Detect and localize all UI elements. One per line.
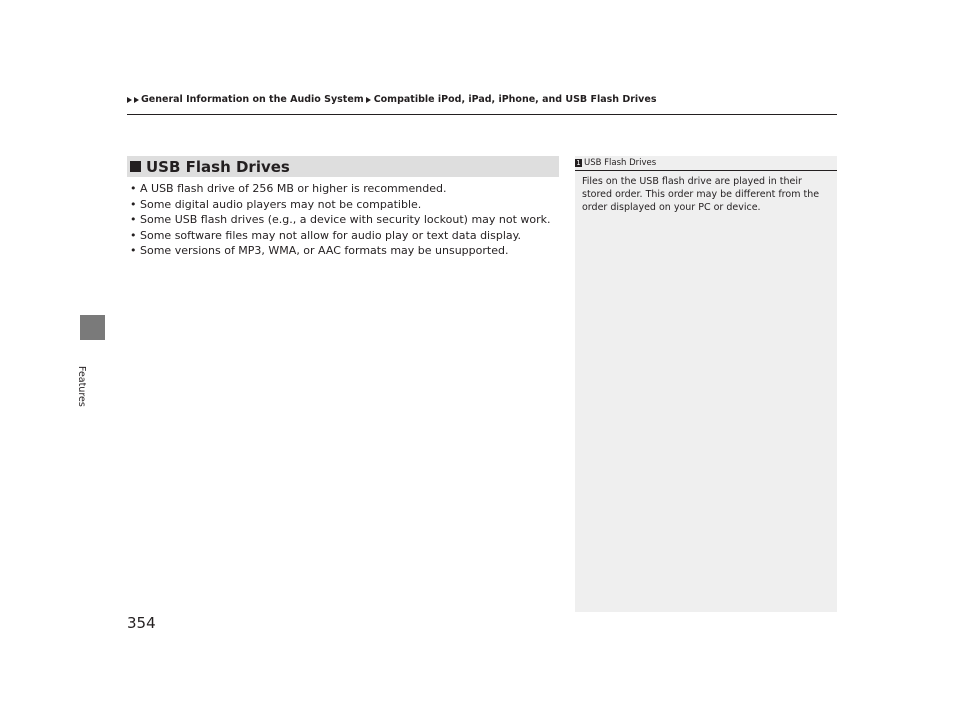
notes-panel — [575, 156, 837, 612]
list-item: • Some digital audio players may not be compatible. — [130, 197, 422, 211]
notes-header — [575, 158, 656, 168]
bullet-icon: • — [130, 228, 137, 242]
notes-title: USB Flash Drives — [584, 158, 657, 168]
list-item: • Some versions of MP3, WMA, or AAC formats may be unsupported. — [130, 244, 509, 257]
note-marker-icon: 1 — [576, 159, 581, 167]
list-item: • A USB flash drive of 256 MB or higher is recommended. — [130, 182, 447, 195]
list-item: • Some USB flash drives (e.g., a device with security lockout) may not work. — [130, 213, 551, 226]
header-divider — [127, 114, 837, 115]
chapter-label: Features — [76, 366, 87, 407]
bullet-icon: • — [130, 244, 137, 257]
breadcrumb-item[interactable]: Compatible iPod, iPad, iPhone, and USB Flash Drives — [373, 94, 657, 105]
section-title: USB Flash Drives — [146, 157, 290, 176]
notes-divider — [575, 170, 837, 171]
notes-body: Files on the USB flash drive are played in their stored order. This order may be different from the order displayed on your PC or device. — [582, 176, 820, 213]
arrow-right-icon — [127, 97, 132, 103]
breadcrumb-item[interactable]: General Information on the Audio System — [141, 94, 364, 105]
arrow-right-icon — [366, 97, 371, 103]
square-bullet-icon — [130, 161, 141, 172]
arrow-right-icon — [134, 97, 139, 103]
bullet-list — [130, 181, 551, 259]
page-number: 354 — [127, 614, 156, 632]
chapter-tab[interactable] — [80, 315, 105, 340]
breadcrumb — [127, 94, 656, 105]
list-item: • Some software files may not allow for audio play or text data display. — [130, 228, 522, 242]
bullet-icon: • — [130, 213, 137, 226]
section-heading — [127, 156, 559, 177]
bullet-icon: • — [130, 197, 137, 211]
bullet-icon: • — [130, 182, 137, 195]
